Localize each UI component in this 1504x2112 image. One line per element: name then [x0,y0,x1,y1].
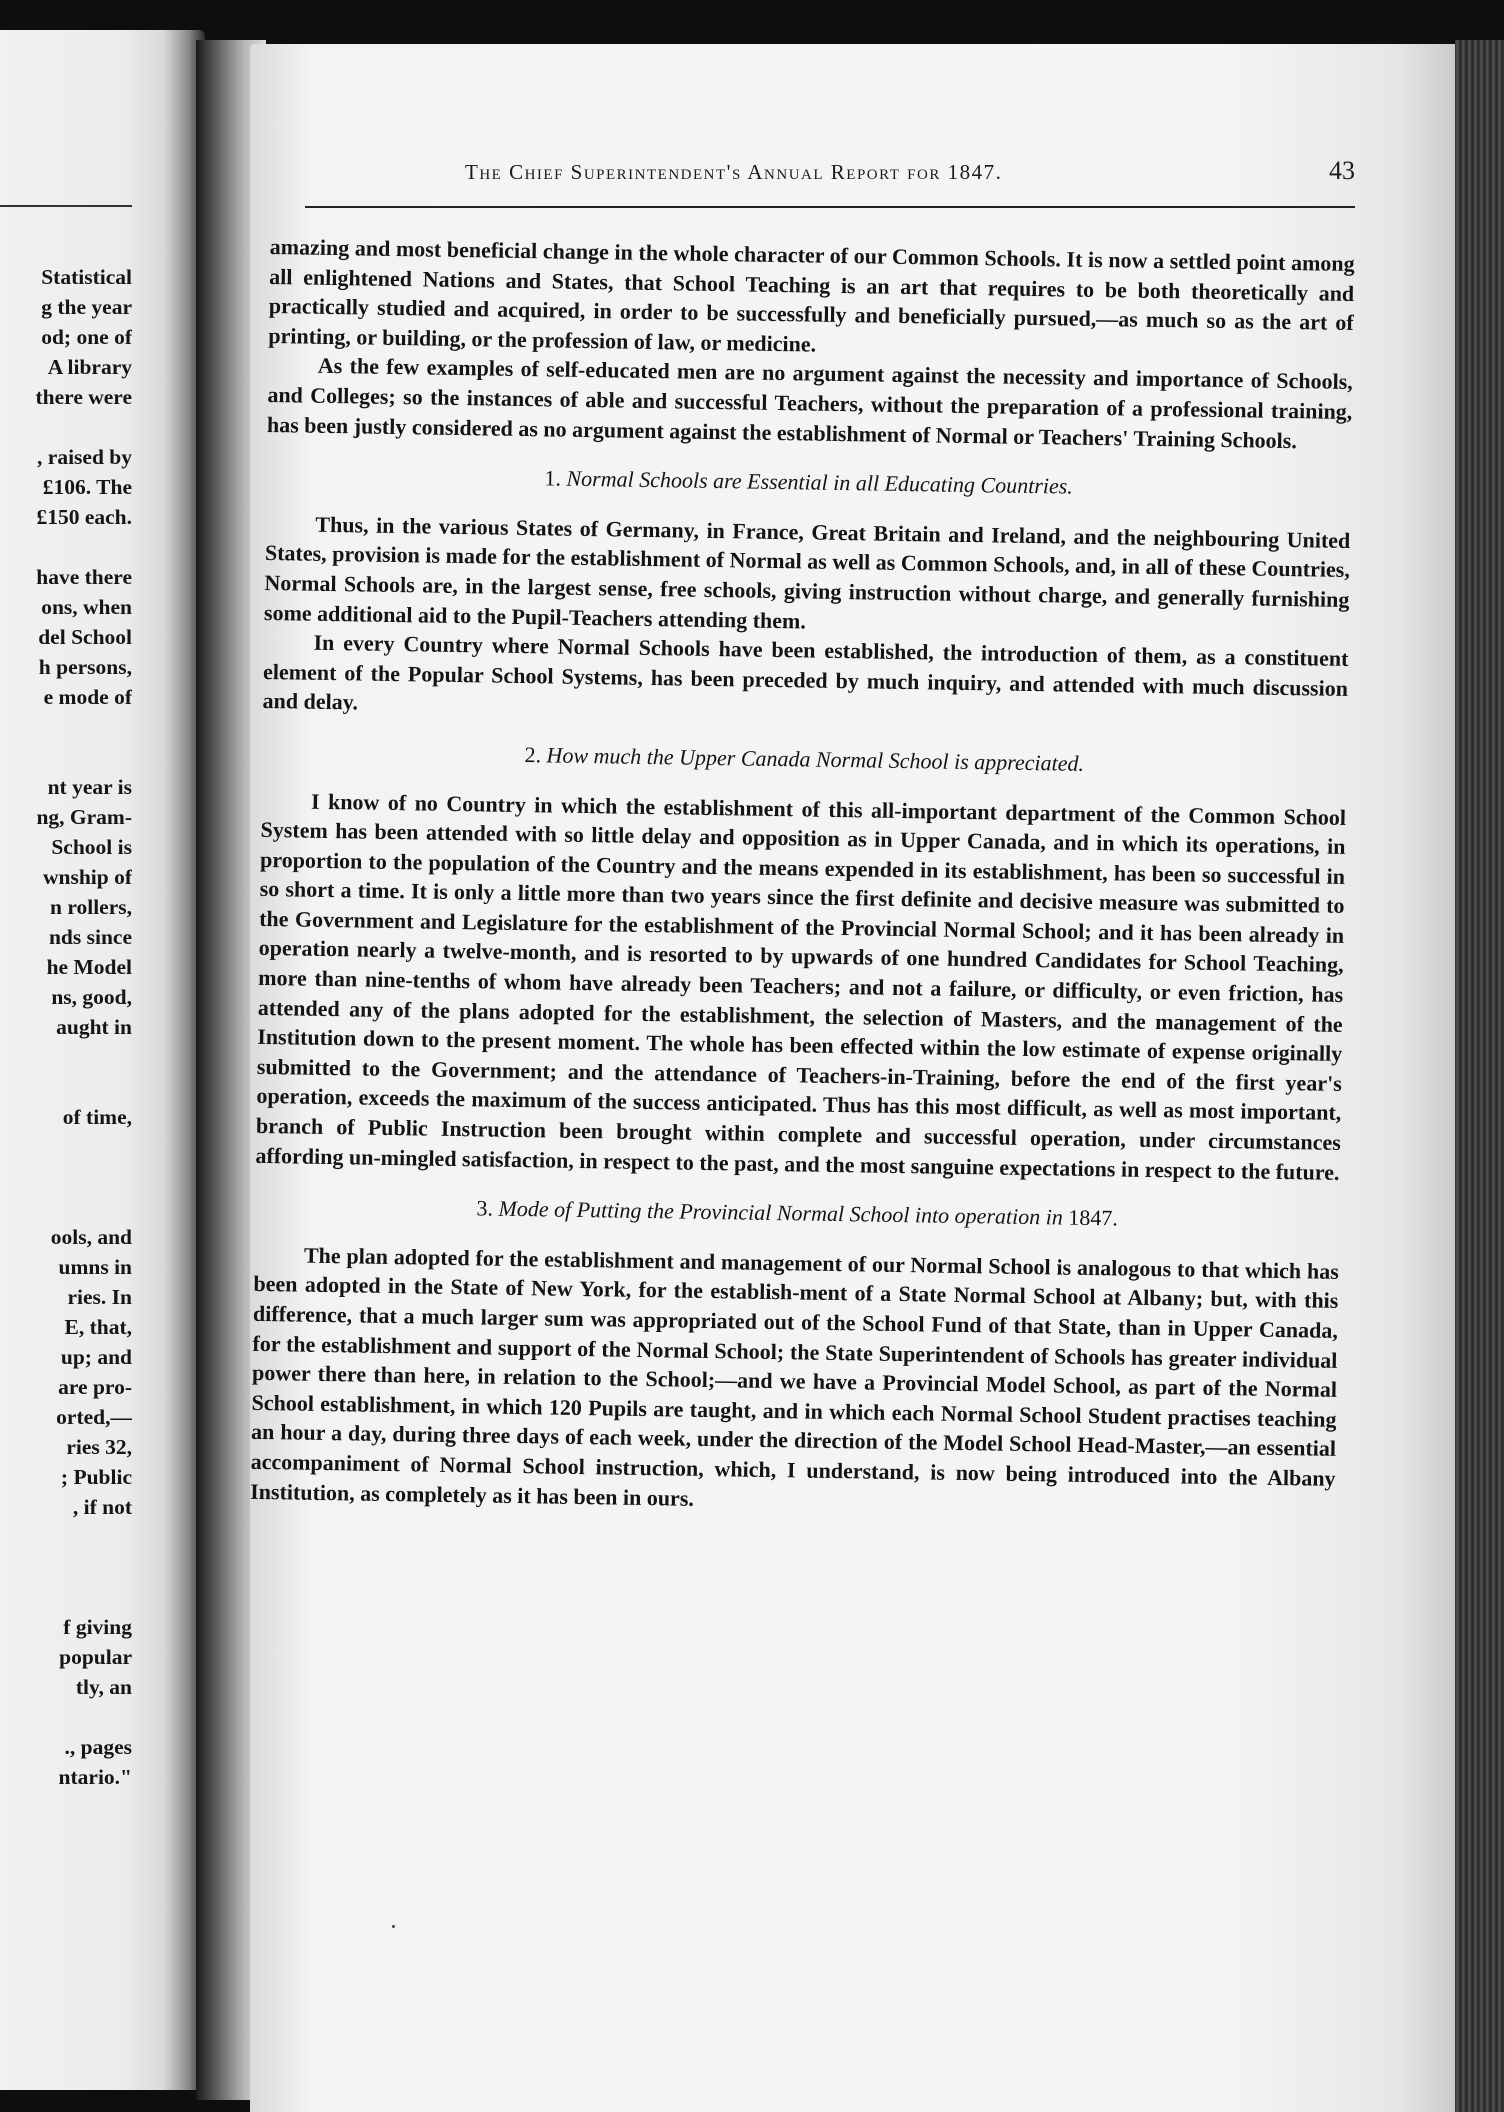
left-page-line: ; Public [60,1465,132,1489]
left-page-line: e mode of [43,685,132,709]
left-page-line [0,1552,132,1582]
section-heading [266,459,1351,506]
left-page-line: are pro- [58,1375,132,1399]
left-page-line [0,412,132,442]
left-page-line: popular [59,1645,132,1669]
left-page-line: ries 32, [66,1435,132,1459]
left-page-line: aught in [56,1015,132,1039]
left-page-line [0,742,132,772]
paragraph: I know of no Country in which the establishment of this all-important department of the Common School System has been attended with so little delay and opposition as in Upper Canada, and in which its operations, in proportion to the population of the Country and the means expended in its establishment, has been so successful in so short a time. It is only a little more than two years since the first definite and decisive measure was submitted to the Government and Legislature for the establishment of the Provincial Normal School; and it has been already in operation nearly a twelve-month, and is resorted to by upwards of one hundred Candidates for School Teaching, more than nine-tenths of whom have already been Teachers; and not a failure, or difficulty, or even friction, has attended any of the plans adopted for the establishment, the selection of Masters, and the management of the Institution down to the present moment. The whole has been effected within the low estimate of expense originally submitted to the Government; and the attendance of Teachers-in-Training, before the end of the first year's operation, exceeds the maximum of the success anticipated. Thus has this most difficult, as well as most important, branch of Public Instruction been brought within complete and successful operation, under circumstances affording un-mingled satisfaction, in respect to the past, and the most sanguine expectations in respect to the future. [255,788,1347,1185]
left-page [0,30,205,2090]
left-page-line: , raised by [37,445,132,469]
left-page-line: h persons, [38,655,132,679]
left-page-rule [0,205,132,207]
left-page-line: up; and [60,1345,132,1369]
left-page-line: tly, an [75,1675,132,1699]
left-page-line: have there [36,565,132,589]
page-edge [1455,40,1504,2112]
left-page-line [0,532,132,562]
section-year: 1847. [1068,1204,1119,1231]
ink-speck [392,1925,395,1928]
section-number: 3. [476,1195,494,1221]
section-title: Normal Schools are Essential in all Educating Countries. [566,465,1074,499]
left-page-line: wnship of [42,865,132,889]
left-page-line: ns, good, [51,985,132,1009]
left-page-line [0,1132,132,1162]
left-page-line [0,1522,132,1552]
left-page-line: ries. In [67,1285,132,1309]
left-page-line: £150 each. [36,505,132,529]
left-page-line: nds since [48,925,132,949]
left-page-line: f giving [63,1615,132,1639]
running-header [305,156,1355,206]
left-page-line: orted,— [56,1405,132,1429]
left-page-line: n rollers, [49,895,132,919]
left-page-line: od; one of [41,325,132,349]
section-title: How much the Upper Canada Normal School is appreciated. [546,742,1085,776]
left-page-line [0,1582,132,1612]
section-number: 1. [544,465,562,491]
paragraph: amazing and most beneficial change in the whole character of our Common Schools. It is now a settled point among all enlightened Nations and States, that School Teaching is an art that requires to be both theoretically and practically studied and acquired, in order to be successfully and beneficially pursued,—as much so as the art of printing, or building, or the profession of law, or medicine. [268,233,1355,357]
left-page-line: ng, Gram- [36,805,132,829]
left-page-line [0,1192,132,1222]
left-page-line: ., pages [64,1735,132,1759]
left-page-line: there were [35,385,132,409]
paragraph: Thus, in the various States of Germany, in France, Great Britain and Ireland, and the neighbouring United States, provision is made for the establishment of Normal as well as Common Schools, and, in all of these Countries, Normal Schools are, in the largest sense, free schools, giving instruction without charge, and generally furnishing some additional aid to the Pupil-Teachers attending them. [263,511,1351,633]
left-page-text [0,262,132,1792]
left-page-line [0,1162,132,1192]
left-page-line: £106. The [42,475,132,499]
left-page-line: ools, and [50,1225,132,1249]
left-page-line: nt year is [47,775,132,799]
left-page-line [0,1042,132,1072]
left-page-line: School is [51,835,132,859]
section-heading [262,736,1347,783]
left-page-line: del School [38,625,132,649]
left-page-line: he Model [46,955,132,979]
left-page-line: A library [47,355,132,379]
page-number: 43 [1329,156,1355,185]
section-number: 2. [524,741,542,768]
left-page-line: ons, when [41,595,132,619]
left-page-line: ntario." [58,1765,132,1789]
left-page-line: , if not [72,1495,132,1519]
page-body [250,232,1355,1523]
paragraph: In every Country where Normal Schools have been established, the introduction of them, as a constituent element of the Popular School Systems, has been preceded by much inquiry, and attended with much discussion and delay. [262,629,1349,715]
paragraph: The plan adopted for the establishment and management of our Normal School is analogous to that which has been adopted in the State of New York, for the establish-ment of a State Normal School at Albany; but, with this difference, that a much larger sum was appropriated out of the School Fund of that State, than in Upper Canada, for the establishment and support of the Normal School; the State Superintendent of Schools has greater individual power there than here, in relation to the School;—and we have a Provincial Model School, as part of the Normal School establishment, in which 120 Pupils are taught, and in which each Normal School Student practises teaching an hour a day, during three days of each week, under the direction of the Model School Head-Master,—an essential accompaniment of Normal School instruction, which, I understand, is now being introduced into the Albany Institution, as completely as it has been in ours. [250,1242,1340,1511]
left-page-line: g the year [41,295,132,319]
left-page-line: E, that, [64,1315,132,1339]
section-title: Mode of Putting the Provincial Normal School into operation in [498,1195,1064,1230]
running-title: The Chief Superintendent's Annual Report for 1847. [465,160,1003,184]
left-page-line: of time, [62,1105,132,1129]
left-page-line [0,1702,132,1732]
left-page-line [0,1072,132,1102]
paragraph: As the few examples of self-educated men are no argument against the necessity and importance of Schools, and Colleges; so the instances of able and successful Teachers, without the preparation of a professional training, has been justly considered as no argument against the establishment of Normal or Teachers' Training Schools. [266,353,1353,453]
left-page-line: Statistical [41,265,132,289]
left-page-line [0,712,132,742]
header-rule [305,206,1355,208]
left-page-line: umns in [58,1255,132,1279]
section-heading [254,1190,1339,1237]
